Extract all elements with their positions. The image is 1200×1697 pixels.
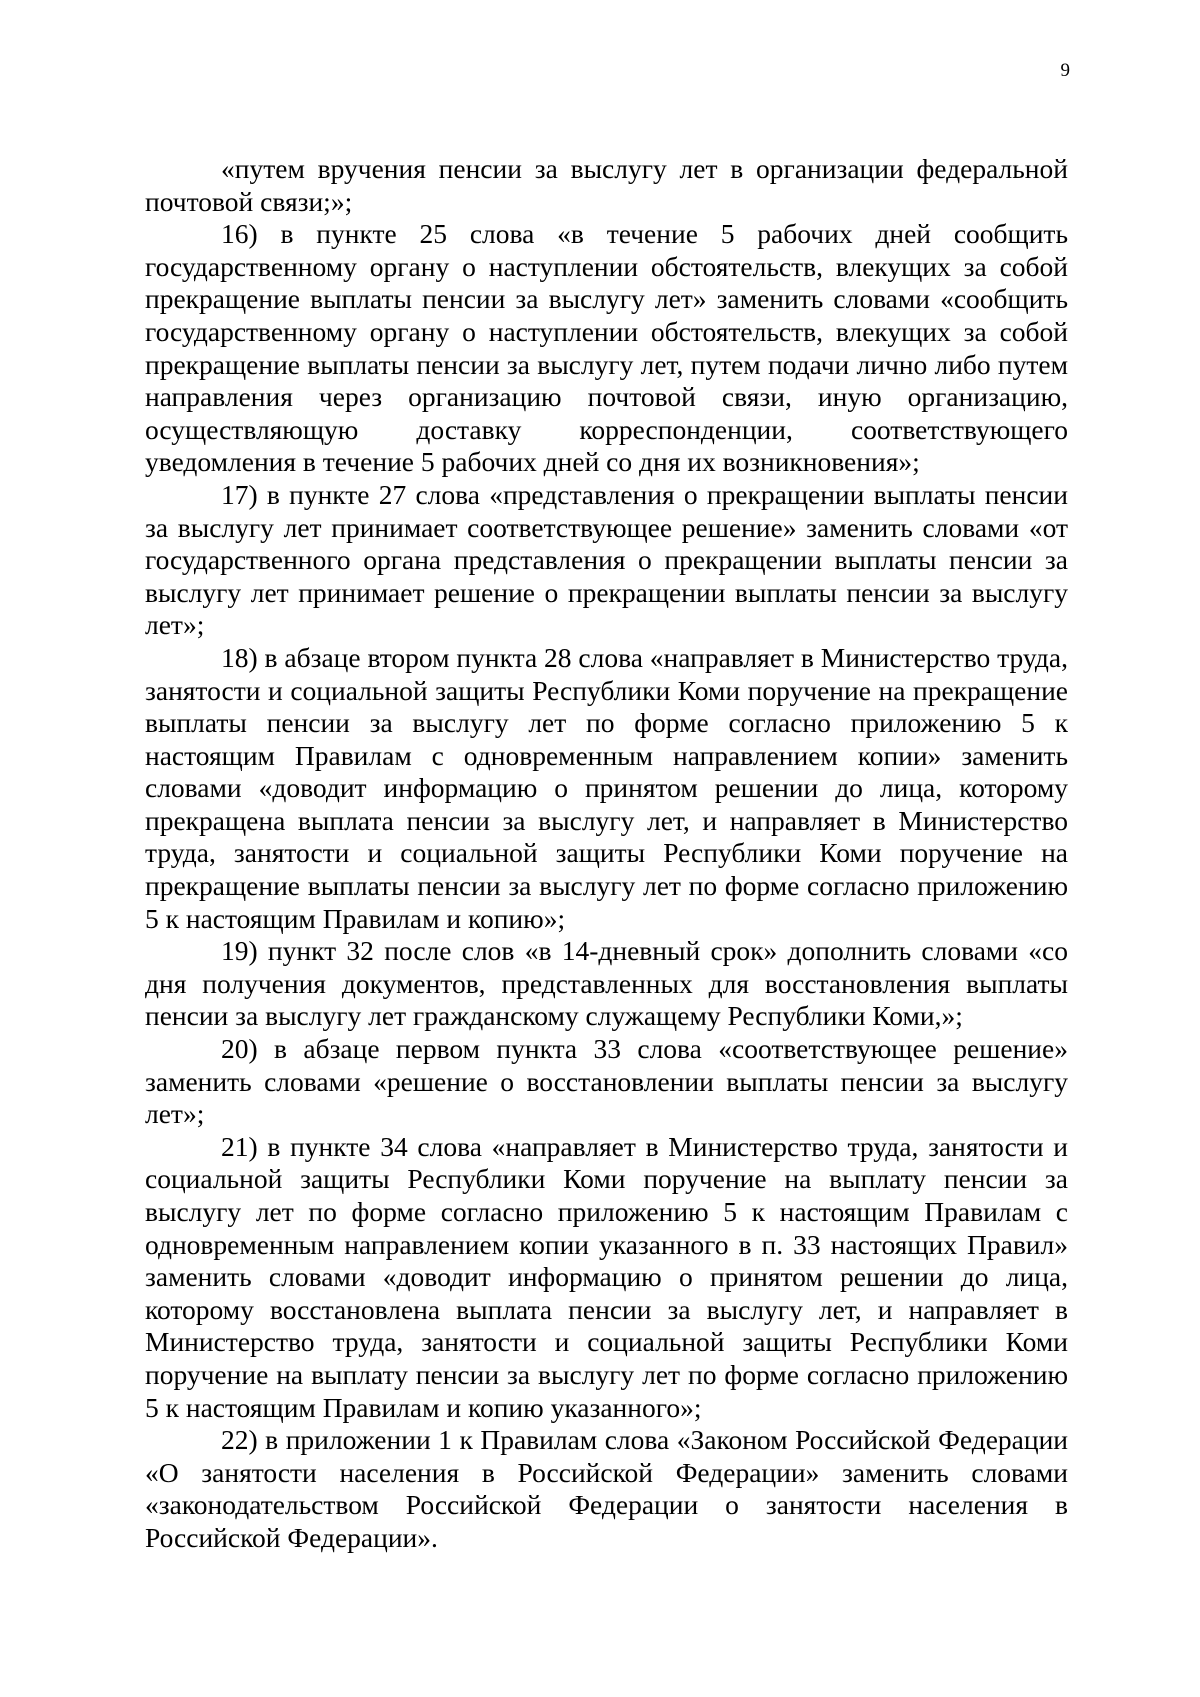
paragraph-item-20: 20) в абзаце первом пункта 33 слова «соответствующее решение» заменить словами «решение о восстановлении выплаты пенсии за выслугу лет»;	[145, 1033, 1068, 1130]
document-body	[145, 153, 1068, 1555]
paragraph-item-18: 18) в абзаце втором пункта 28 слова «направляет в Министерство труда, занятости и социальной защиты Республики Коми поручение на прекращение выплаты пенсии за выслугу лет по форме согласно приложению 5 к настоящим Правилам с одновременным направлением копии» заменить словами «доводит информацию о принятом решении до лица, которому прекращена выплата пенсии за выслугу лет, и направляет в Министерство труда, занятости и социальной защиты Республики Коми поручение на прекращение выплаты пенсии за выслугу лет по форме согласно приложению 5 к настоящим Правилам и копию»;	[145, 641, 1068, 934]
paragraph-item-22: 22) в приложении 1 к Правилам слова «Законом Российской Федерации «О занятости населения в Российской Федерации» заменить словами «законодательством Российской Федерации о занятости населения в Российской Федерации».	[145, 1424, 1068, 1553]
paragraph-item-17: 17) в пункте 27 слова «представления о прекращении выплаты пенсии за выслугу лет принимает соответствующее решение» заменить словами «от государственного органа представления о прекращении выплаты пенсии за выслугу лет принимает решение о прекращении выплаты пенсии за выслугу лет»;	[145, 478, 1068, 641]
paragraph-item-19: 19) пункт 32 после слов «в 14-дневный срок» дополнить словами «со дня получения документов, представленных для восстановления выплаты пенсии за выслугу лет гражданскому служащему Республики Коми,»;	[145, 935, 1068, 1032]
paragraph-item-16: 16) в пункте 25 слова «в течение 5 рабочих дней сообщить государственному органу о наступлении обстоятельств, влекущих за собой прекращение выплаты пенсии за выслугу лет» заменить словами «сообщить государственному органу о наступлении обстоятельств, влекущих за собой прекращение выплаты пенсии за выслугу лет, путем подачи лично либо путем направления через организацию почтовой связи, иную организацию, осуществляющую доставку корреспонденции, соответствующего уведомления в течение 5 рабочих дней со дня их возникновения»;	[145, 218, 1068, 478]
paragraph-continuation: «путем вручения пенсии за выслугу лет в организации федеральной почтовой связи;»;	[145, 153, 1068, 217]
page-number: 9	[1060, 60, 1070, 81]
paragraph-item-21: 21) в пункте 34 слова «направляет в Министерство труда, занятости и социальной защиты Республики Коми поручение на выплату пенсии за выслугу лет по форме согласно приложению 5 к настоящим Правилам с одновременным направлением копии указанного в п. 33 настоящих Правил» заменить словами «доводит информацию о принятом решении до лица, которому восстановлена выплата пенсии за выслугу лет, и направляет в Министерство труда, занятости и социальной защиты Республики Коми поручение на выплату пенсии за выслугу лет по форме согласно приложению 5 к настоящим Правилам и копию указанного»;	[145, 1130, 1068, 1423]
